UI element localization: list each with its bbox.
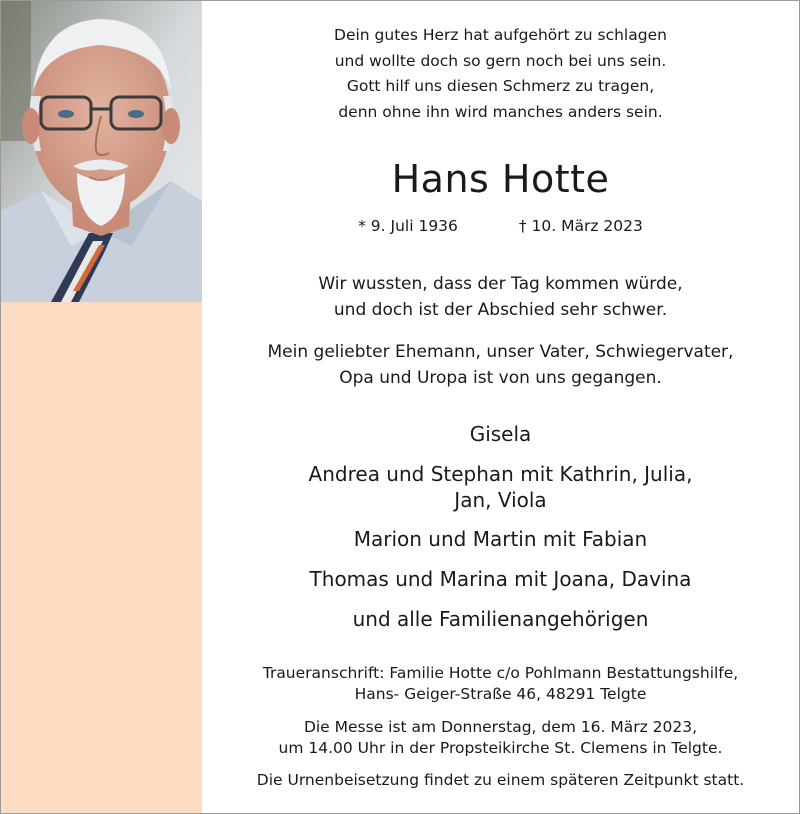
farewell-quote xyxy=(202,271,799,323)
mourners-list xyxy=(202,421,799,646)
mourner-group: Marion und Martin mit Fabian xyxy=(353,527,648,551)
address-line: Hans- Geiger-Straße 46, 48291 Telgte xyxy=(354,685,647,703)
mourner-relatives: und alle Familienangehörigen xyxy=(352,607,649,631)
mourning-address xyxy=(202,663,799,705)
quote-line: und doch ist der Abschied sehr schwer. xyxy=(333,300,668,320)
urn-burial-note: Die Urnenbeisetzung findet zu einem späteren Zeitpunkt statt. xyxy=(256,771,745,789)
portrait-photo xyxy=(1,1,202,302)
mass-line: um 14.00 Uhr in der Propsteikirche St. Clemens in Telgte. xyxy=(278,739,723,757)
poem-line: Dein gutes Herz hat aufgehört zu schlagen xyxy=(334,26,667,44)
life-dates xyxy=(202,215,799,237)
mourner-group xyxy=(202,461,799,513)
passing-message xyxy=(202,339,799,391)
mourner-group-line: Jan, Viola xyxy=(454,488,547,512)
quote-line: Wir wussten, dass der Tag kommen würde, xyxy=(318,274,683,294)
death-date: † 10. März 2023 xyxy=(518,217,643,235)
message-line: Opa und Uropa ist von uns gegangen. xyxy=(339,368,662,388)
poem-line: Gott hilf uns diesen Schmerz zu tragen, xyxy=(346,77,655,95)
portrait-illustration xyxy=(1,1,202,302)
birth-date: * 9. Juli 1936 xyxy=(358,217,458,235)
mass-info xyxy=(202,717,799,759)
deceased-name: Hans Hotte xyxy=(391,157,610,201)
poem-line: und wollte doch so gern noch bei uns sein. xyxy=(334,51,667,70)
poem xyxy=(202,23,799,125)
mourner-spouse: Gisela xyxy=(469,422,532,446)
obituary-text xyxy=(202,1,799,813)
mourner-group: Thomas und Marina mit Joana, Davina xyxy=(309,567,692,591)
message-line: Mein geliebter Ehemann, unser Vater, Schwiegervater, xyxy=(267,342,734,362)
address-line: Traueranschrift: Familie Hotte c/o Pohlmann Bestattungshilfe, xyxy=(262,664,739,682)
poem-line: denn ohne ihn wird manches anders sein. xyxy=(338,102,663,121)
mass-line: Die Messe ist am Donnerstag, dem 16. März 2023, xyxy=(303,718,698,736)
mourner-group-line: Andrea und Stephan mit Kathrin, Julia, xyxy=(308,462,693,486)
